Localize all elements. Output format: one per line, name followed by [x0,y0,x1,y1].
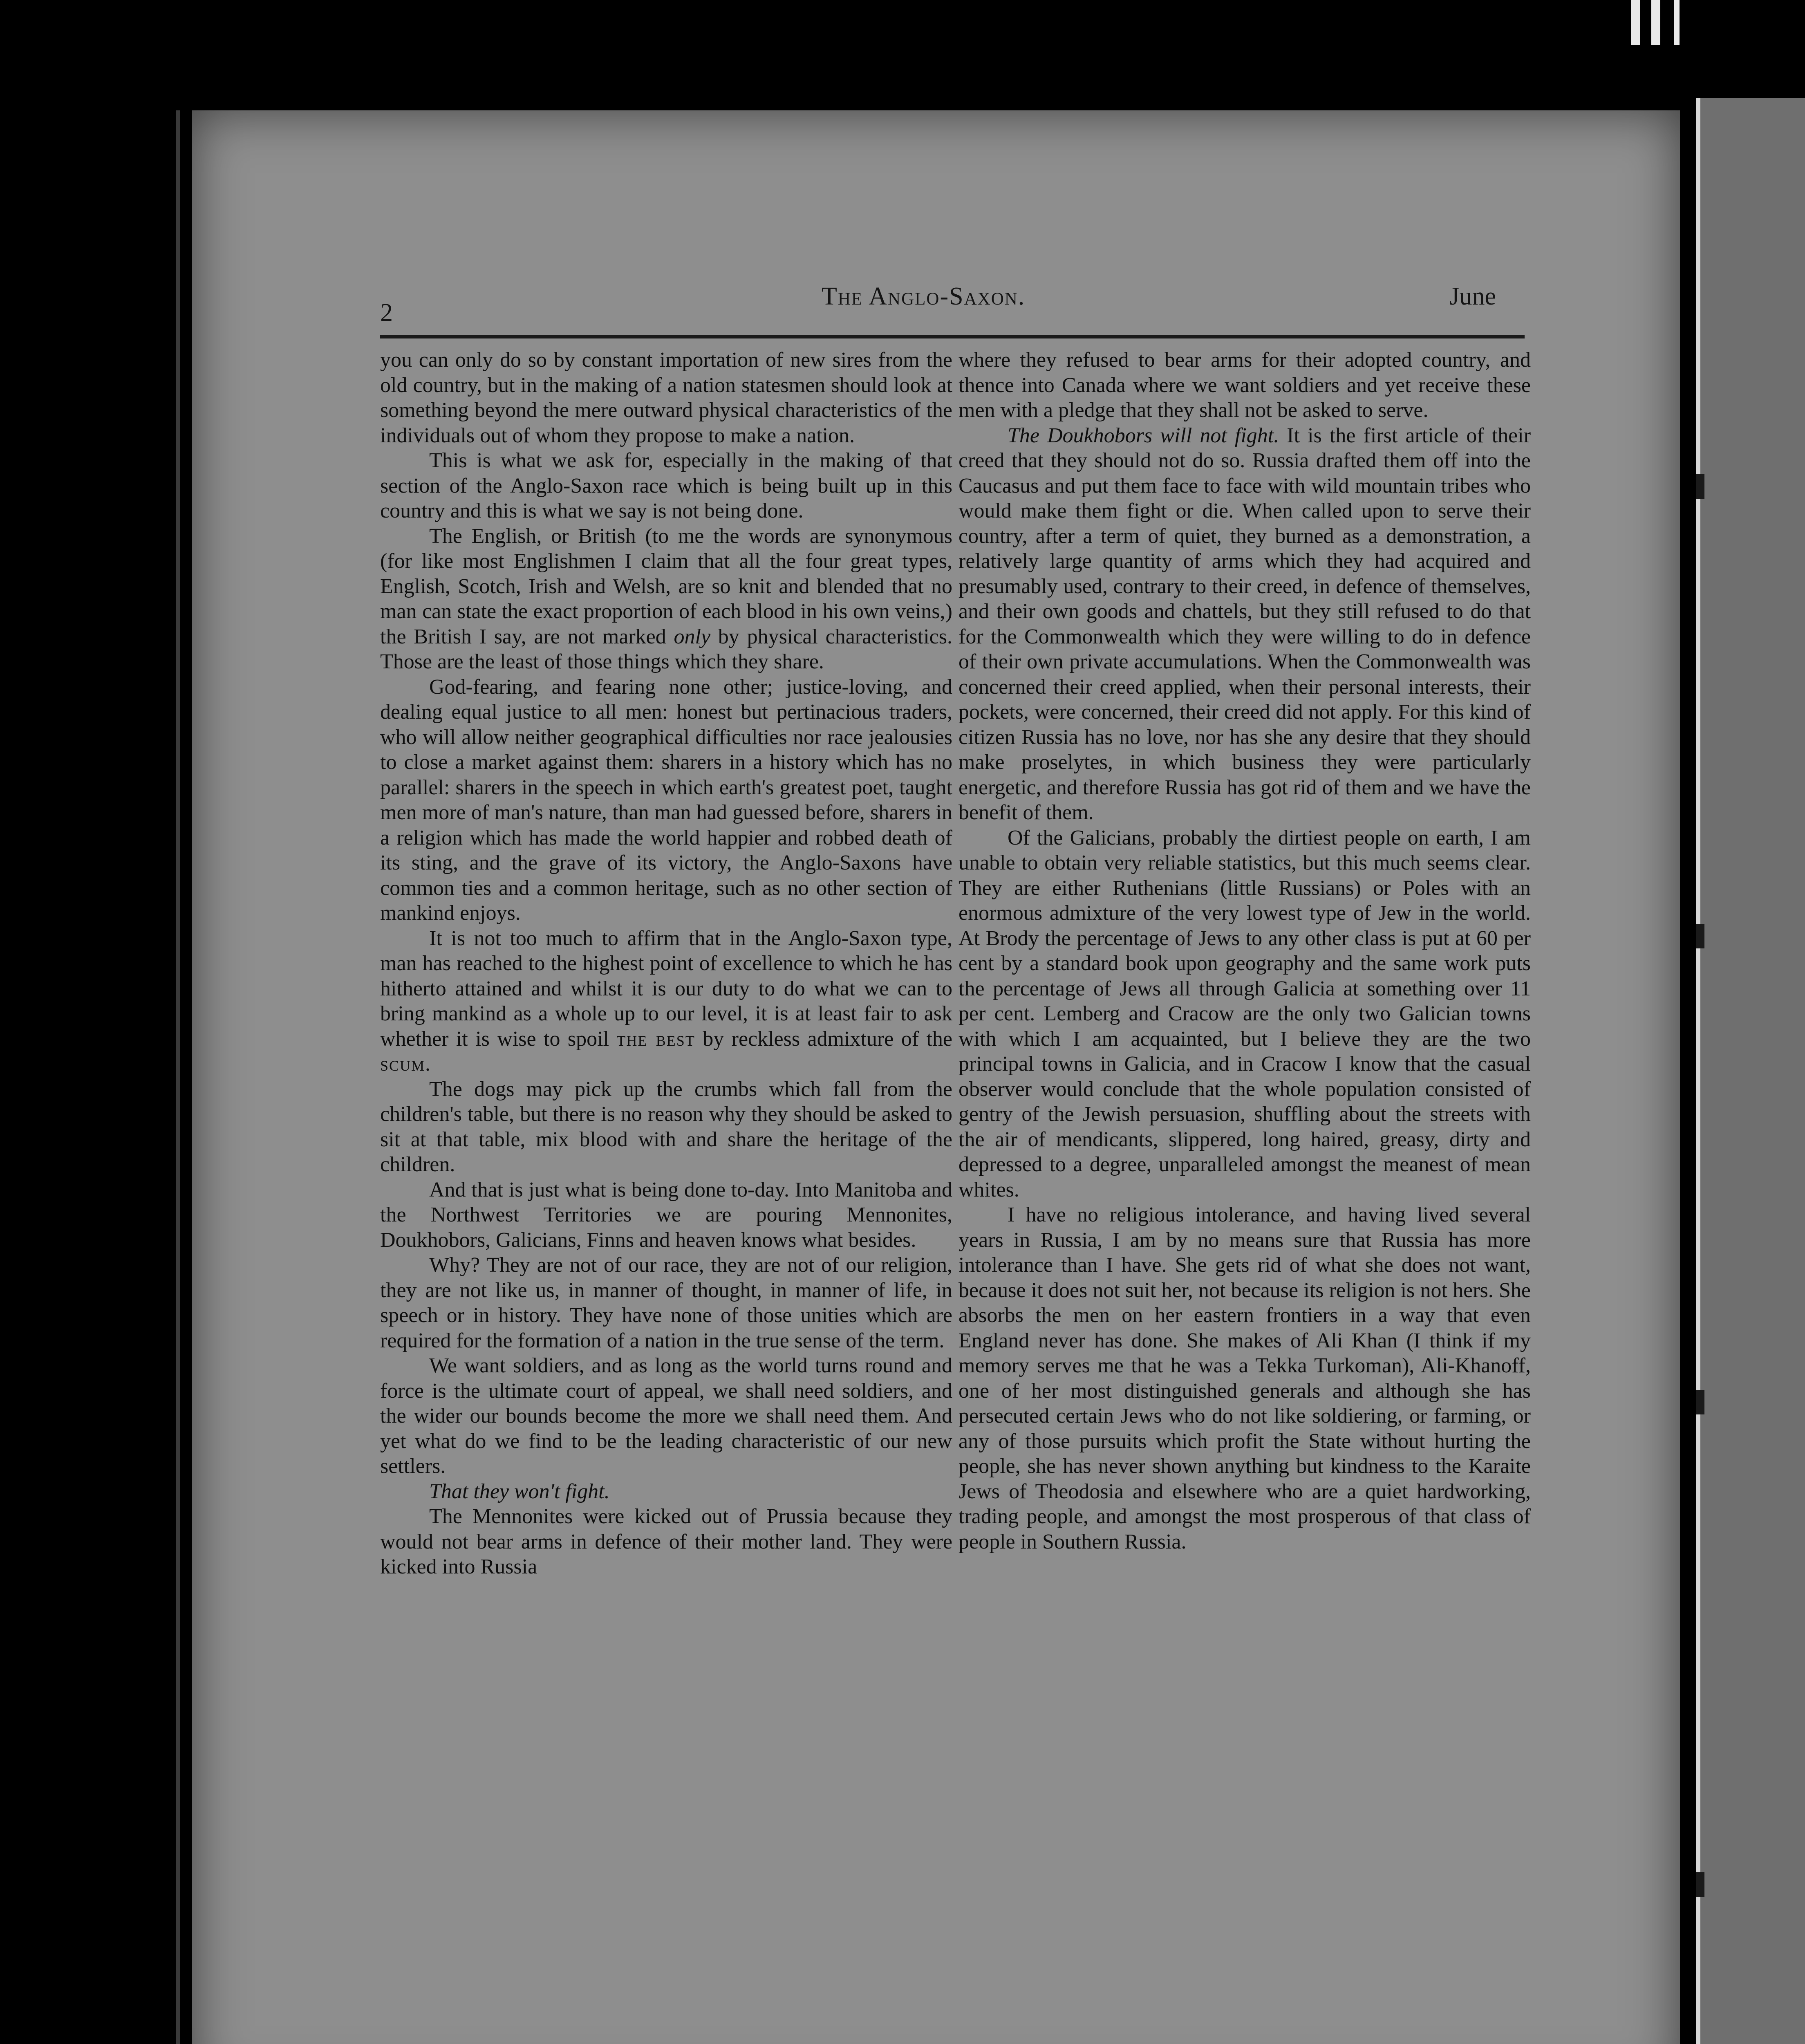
paragraph-text: It is the first article of their creed that they should not do so. Russia drafted them off into the Caucasus and put them face to face with wild mountain tribes who would make them fight or die. When called upon to serve their country, after a term of quiet, they burned as a demonstration, a relatively large quantity of arms which they had acquired and presumably used, contrary to their creed, in defence of themselves, and their own goods and chattels, but they still refused to do that for the Commonwealth which they were willing to do in defence of their own private accumulations. When the Commonwealth was concerned their creed applied, when their personal interests, their pockets, were concerned, their creed did not apply. For this kind of citizen Russia has no love, nor has she any desire that they should make proselytes, in which business they were particularly energetic, and therefore Russia has got rid of them and we have the benefit of them. [958,424,1531,824]
paragraph: The Mennonites were kicked out of Prussia because they would not bear arms in defence of their mother land. They were kicked into Russia [380,1505,952,1578]
issue-month: June [1449,282,1496,310]
page-left-edge [176,110,180,2044]
paragraph [380,926,952,1077]
running-header [380,282,1496,331]
paragraph-text: by physical characteristics. Those are the least of those things which they share. [380,625,952,673]
paragraph [380,524,952,675]
binding-thread-2 [1696,924,1704,948]
paragraph: This is what we ask for, especially in the making of that section of the Anglo-Saxon race which is being built up in this country and this is what we say is not being done. [380,449,952,522]
paragraph: you can only do so by constant importation of new sires from the old country, but in the making of a nation statesmen should look at something beyond the mere outward physical characteristics of the individuals out of whom they propose to make a nation. [380,348,952,447]
paragraph: where they refused to bear arms for their adopted country, and thence into Canada where we want soldiers and yet receive these men with a pledge that they shall not be asked to serve. [958,348,1531,422]
binding-thread-1 [1696,474,1704,499]
paragraph: I have no religious intolerance, and having lived several years in Russia, I am by no means sure that Russia has more intolerance than I have. She gets rid of what she does not want, because it does not suit her, not because its religion is not hers. She absorbs the men on her eastern frontiers in a way that even England never has done. She makes of Ali Khan (I think if my memory serves me that he was a Tekka Turkoman), Ali-Khanoff, one of her most distinguished generals and although she has persecuted certain Jews who do not like soldiering, or farming, or any of those pursuits which profit the State without hurting the people, she has never shown anything but kindness to the Karaite Jews of Theodosia and elsewhere who are a quiet hardworking, trading people, and amongst the most prosperous of that class of people in Southern Russia. [958,1203,1531,1553]
publication-title: The Anglo-Saxon. [822,282,1026,310]
paragraph: Why? They are not of our race, they are not of our religion, they are not like us, in manner of thought, in manner of life, in speech or in history. They have none of those unities which are required for the formation of a nation in the true sense of the term. [380,1253,952,1352]
paragraph-text: by reckless admixture of the [695,1027,952,1051]
page-number: 2 [380,299,393,327]
paragraph: God-fearing, and fearing none other; justice-loving, and dealing equal justice to all men: honest but pertinacious traders, who will allow neither geographical difficulties nor race jealousies to close a market against them: sharers in a history which has no parallel: sharers in the speech in which earth's greatest poet, taught men more of man's nature, than man had guessed before, sharers in a religion which has made the world happier and robbed death of its sting, and the grave of its victory, the Anglo-Saxons have common ties and a common heritage, such as no other section of mankind enjoys. [380,675,952,925]
header-rule [380,335,1525,338]
emphasis-text: That they won't fight. [429,1479,610,1503]
small-caps-text: scum. [380,1052,432,1076]
italic-line [380,1479,952,1504]
paragraph: And that is just what is being done to-day. Into Manitoba and the Northwest Territories we are pouring Mennonites, Doukhobors, Galicians, Finns and heaven knows what besides. [380,1178,952,1252]
scan-edge-top-3 [1674,0,1680,45]
paragraph-text: The English, or British (to me the words are synonymous (for like most Englishmen I claim that all the four great types, English, Scotch, Irish and Welsh, are so knit and blended that no man can state the exact proportion of each blood in his own veins,) the British I say, are not marked [380,524,952,648]
binding-thread-3 [1696,1390,1704,1414]
paragraph: The dogs may pick up the crumbs which fall from the children's table, but there is no reason why they should be asked to sit at that table, mix blood with and share the heritage of the children. [380,1077,952,1176]
paragraph [958,423,1531,825]
emphasis-text: only [674,625,711,648]
scan-edge-top-1 [1631,0,1640,45]
binding-thread-4 [1696,1872,1704,1897]
emphasis-text: The Doukhobors will not fight. [1008,424,1279,447]
scan-edge-top-2 [1651,0,1660,45]
paragraph: We want soldiers, and as long as the world turns round and force is the ultimate court of appeal, we shall need soldiers, and the wider our bounds become the more we shall need them. And yet what do we find to be the leading characteristic of our new settlers. [380,1354,952,1478]
facing-page-edge [1696,98,1805,2044]
right-column [958,347,1531,1554]
paragraph: Of the Galicians, probably the dirtiest people on earth, I am unable to obtain very reliable statistics, but this much seems clear. They are either Ruthenians (little Russians) or Poles with an enormous admixture of the very lowest type of Jew in the world. At Brody the percentage of Jews to any other class is put at 60 per cent by a standard book upon geography and the same work puts the percentage of Jews all through Galicia at something over 11 per cent. Lemberg and Cracow are the only two Galician towns with which I am acquainted, but I believe they are the two principal towns in Galicia, and in Cracow I know that the casual observer would conclude that the whole population consisted of gentry of the Jewish persuasion, shuffling about the streets with the air of mendicants, slippered, long haired, greasy, dirty and depressed to a degree, unparalleled amongst the meanest of mean whites. [958,826,1531,1201]
small-caps-text: the best [616,1027,695,1051]
left-column [380,347,952,1580]
paragraph-text: It is not too much to affirm that in the Anglo-Saxon type, man has reached to the highest point of excellence to which he has hitherto attained and whilst it is our duty to do what we can to bring mankind as a whole up to our level, it is at least fair to ask whether it is wise to spoil [380,926,952,1051]
